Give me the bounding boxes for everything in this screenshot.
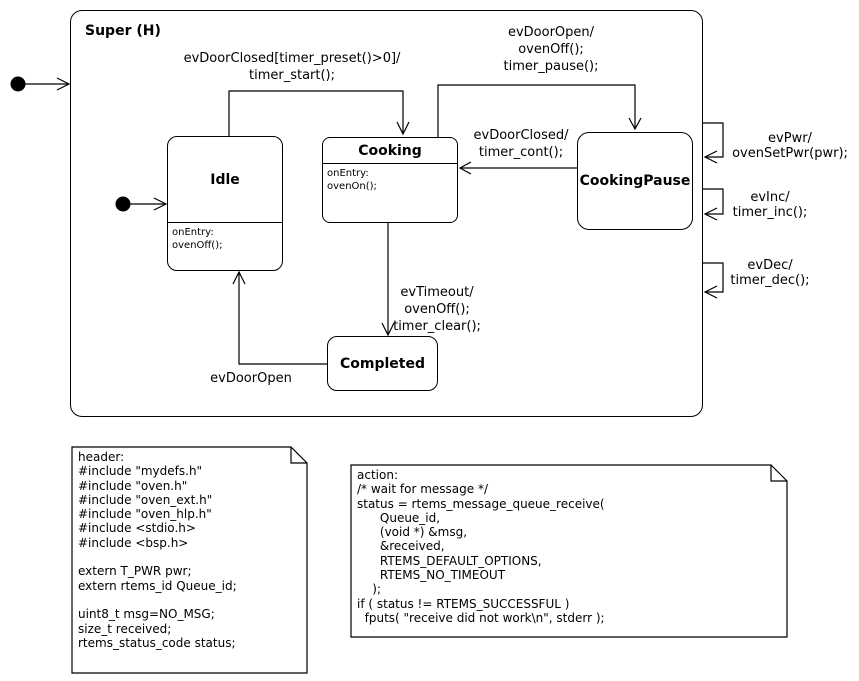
arrowhead-icon: [57, 78, 69, 90]
code-line: extern rtems_id Queue_id;: [78, 578, 237, 593]
note-action-text: [357, 468, 781, 625]
state-entry-action: ovenOn();: [327, 181, 377, 192]
code-line: #include <bsp.h>: [78, 535, 189, 550]
code-line: #include <stdio.h>: [78, 521, 196, 536]
transition-label-line: evDoorClosed/: [473, 128, 569, 143]
code-line: #include "mydefs.h": [78, 464, 203, 479]
label-self-inc[interactable]: [710, 190, 830, 220]
state-idle-body: [168, 223, 282, 255]
label-idle-to-cooking[interactable]: [167, 50, 417, 84]
transition-label-line: ovenOff();: [404, 302, 470, 317]
transition-label-line: timer_dec();: [730, 273, 810, 288]
initial-state-dot-icon: [11, 77, 25, 91]
code-line: [78, 550, 302, 564]
transition-self-pwr[interactable]: [703, 123, 723, 163]
code-line: );: [357, 582, 381, 597]
label-cooking-to-completed[interactable]: [377, 284, 497, 335]
code-line: extern T_PWR pwr;: [78, 564, 192, 579]
transition-label-line: evDoorOpen: [210, 371, 292, 386]
transition-label-line: timer_inc();: [732, 205, 808, 220]
code-line: size_t received;: [78, 621, 172, 636]
state-idle[interactable]: [167, 136, 283, 271]
state-cooking[interactable]: [322, 137, 458, 223]
code-line: header:: [78, 450, 125, 464]
code-line: uint8_t msg=NO_MSG;: [78, 607, 215, 622]
transition-line: [703, 123, 723, 157]
label-pause-to-cooking[interactable]: [451, 127, 591, 161]
code-line: RTEMS_DEFAULT_OPTIONS,: [357, 553, 542, 568]
code-line: if ( status != RTEMS_SUCCESSFUL ): [357, 596, 570, 611]
state-cooking-body: [323, 164, 457, 196]
state-entry-action: ovenOff();: [172, 240, 223, 251]
transition-label-line: evInc/: [750, 190, 790, 205]
label-completed-to-idle[interactable]: [191, 370, 311, 387]
note-header-text: [78, 450, 302, 650]
transition-label-line: timer_cont();: [478, 145, 564, 160]
code-line: #include "oven_ext.h": [78, 492, 213, 507]
state-entry-action: onEntry:: [172, 227, 214, 238]
code-line: /* wait for message */: [357, 482, 488, 497]
transition-label-line: evDoorOpen/: [507, 25, 595, 40]
code-line: [78, 593, 302, 607]
transition-label-line: timer_start();: [248, 68, 336, 83]
label-self-pwr[interactable]: [721, 131, 859, 161]
transition-label-line: evDec/: [747, 258, 793, 273]
transition-label-line: evTimeout/: [400, 285, 474, 300]
code-line: (void *) &msg,: [357, 525, 468, 540]
transition-label-line: timer_pause();: [503, 59, 599, 74]
code-line: RTEMS_NO_TIMEOUT: [357, 568, 506, 583]
transition-label-line: evDoorClosed[timer_preset()>0]/: [183, 51, 401, 66]
super-state-label: Super (H): [85, 23, 161, 39]
state-cooking-pause[interactable]: [577, 132, 693, 230]
state-entry-action: onEntry:: [327, 168, 369, 179]
code-line: #include "oven.h": [78, 478, 188, 493]
transition-label-line: timer_clear();: [393, 319, 481, 334]
code-line: #include "oven_hlp.h": [78, 507, 212, 522]
state-cooking-pause-title: CookingPause: [579, 173, 691, 189]
transition-label-line: evPwr/: [768, 131, 812, 146]
transition-label-line: ovenOff();: [518, 42, 584, 57]
label-self-dec[interactable]: [710, 258, 830, 288]
state-completed[interactable]: [327, 336, 438, 391]
state-completed-title: Completed: [339, 355, 425, 372]
initial-state-super[interactable]: [11, 77, 69, 91]
code-line: fputs( "receive did not work\n", stderr );: [357, 610, 605, 625]
arrowhead-icon: [705, 151, 717, 163]
label-cooking-to-pause[interactable]: [476, 24, 626, 75]
state-idle-title: Idle: [168, 137, 282, 223]
code-line: rtems_status_code status;: [78, 635, 236, 650]
code-line: &received,: [357, 539, 445, 554]
code-line: status = rtems_message_queue_receive(: [357, 496, 605, 511]
code-line: Queue_id,: [357, 510, 441, 525]
code-line: action:: [357, 468, 398, 482]
transition-label-line: ovenSetPwr(pwr);: [732, 146, 848, 161]
state-cooking-title: Cooking: [323, 138, 457, 164]
